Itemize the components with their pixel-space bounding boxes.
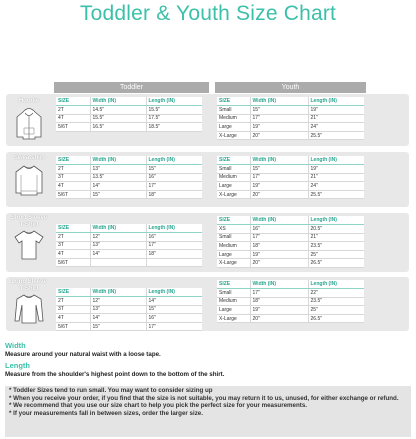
width-header: Width (IN) [250,156,308,165]
length-header: Length (IN) [308,216,364,225]
table-row: Small 17" 21" [217,233,364,242]
page-title: Toddler & Youth Size Chart [79,2,337,25]
width-header: Width (IN) [250,216,308,225]
table-row: 4T 14" 16" [56,314,202,323]
note-item: * We recommend that you use our size chart to help you pick the perfect size for your measurements. [9,402,307,410]
size-header: SIZE [56,97,90,106]
hoodie-category [10,98,48,140]
length-header: Length (IN) [146,97,202,106]
table-row: 5/6T [56,258,202,267]
table-row: 2T 14.5" 15.5" [56,106,202,115]
table-row: Small 15" 19" [217,106,364,115]
notes-box [5,386,411,437]
note-item: * When you receive your order, if you find that the size is not suitable, you may return it to us, unused, for either exchange or refund. [9,394,399,402]
table-row: Large 19" 24" [217,123,364,132]
sweatshirt-toddler-table [56,156,202,199]
table-row: 5/6T 16.5" 18.5" [56,123,202,132]
hoodie-icon [14,106,44,140]
table-row: Large 19" 24" [217,182,364,191]
size-header: SIZE [56,288,90,297]
table-row: 3T 13" 17" [56,241,202,250]
table-row: 4T 14" 17" [56,182,202,191]
width-title: Width [5,341,26,350]
table-row: Large 19" 25" [217,306,364,315]
width-instruction: Measure around your natural waist with a loose tape. [5,351,161,358]
table-row: Small 17" 22" [217,289,364,298]
size-header: SIZE [217,280,250,289]
youth-group-header: Youth [215,82,366,93]
long-sleeve-shirt-icon [14,293,44,325]
table-row: X-Large 20" 25.5" [217,190,364,199]
table-row: X-Large 20" 26.5" [217,259,364,268]
table-row: X-Large 20" 25.5" [217,131,364,140]
size-header: SIZE [217,216,250,225]
note-item: * Toddler Sizes tend to run small. You may want to consider sizing up [9,387,213,394]
width-header: Width (IN) [90,97,146,106]
width-header: Width (IN) [250,280,308,289]
category-label: Hoodie [18,98,40,104]
category-label: Short Sleeve T-Shirt [10,215,48,228]
table-row: Medium 17" 21" [217,173,364,182]
table-row: Large 19" 25" [217,250,364,259]
table-row: 2T 12" 16" [56,233,202,242]
width-header: Width (IN) [90,224,146,233]
sweatshirt-category [10,155,48,197]
length-header: Length (IN) [308,97,364,106]
tshirt-icon [14,229,44,261]
note-item: * If your measurements fall in between sizes, order the larger size. [9,409,203,417]
table-row: Small 15" 19" [217,165,364,174]
long-sleeve-toddler-table [56,288,202,331]
long-sleeve-youth-table [217,280,364,323]
sweatshirt-youth-table [217,156,364,199]
length-header: Length (IN) [308,280,364,289]
length-title: Length [5,361,30,370]
sweatshirt-icon [14,163,44,197]
short-sleeve-youth-table [217,216,364,268]
width-header: Width (IN) [90,156,146,165]
short-sleeve-category [10,215,48,261]
short-sleeve-toddler-table [56,224,202,267]
size-header: SIZE [56,156,90,165]
table-row: 5/6T 15" 18" [56,190,202,199]
toddler-group-header: Toddler [54,82,209,93]
size-header: SIZE [217,156,250,165]
length-header: Length (IN) [146,288,202,297]
table-row: X-Large 20" 26.5" [217,314,364,323]
category-label: Long Sleeve T-Shirt [11,279,47,292]
hoodie-youth-table [217,97,364,140]
length-header: Length (IN) [308,156,364,165]
length-header: Length (IN) [146,156,202,165]
table-row: Medium 18" 23.5" [217,242,364,251]
table-row: 4T 14" 18" [56,250,202,259]
length-header: Length (IN) [146,224,202,233]
width-header: Width (IN) [250,97,308,106]
table-row: 5/6T 15" 17" [56,322,202,331]
hoodie-toddler-table [56,97,202,132]
table-row: 2T 13" 15" [56,165,202,174]
table-row: 3T 13" 15" [56,305,202,314]
table-row: Medium 17" 21" [217,114,364,123]
size-header: SIZE [217,97,250,106]
table-row: 2T 12" 14" [56,297,202,306]
category-label: Sweatshirt [13,155,45,161]
width-measure [5,341,161,358]
length-instruction: Measure from the shoulder's highest point down to the bottom of the shirt. [5,371,225,378]
size-header: SIZE [56,224,90,233]
table-row: 4T 15.5" 17.5" [56,114,202,123]
length-measure [5,361,224,378]
table-row: 3T 13.5" 16" [56,173,202,182]
long-sleeve-category [10,279,48,325]
table-row: XS 16" 20.5" [217,225,364,234]
width-header: Width (IN) [90,288,146,297]
table-row: Medium 18" 23.5" [217,297,364,306]
